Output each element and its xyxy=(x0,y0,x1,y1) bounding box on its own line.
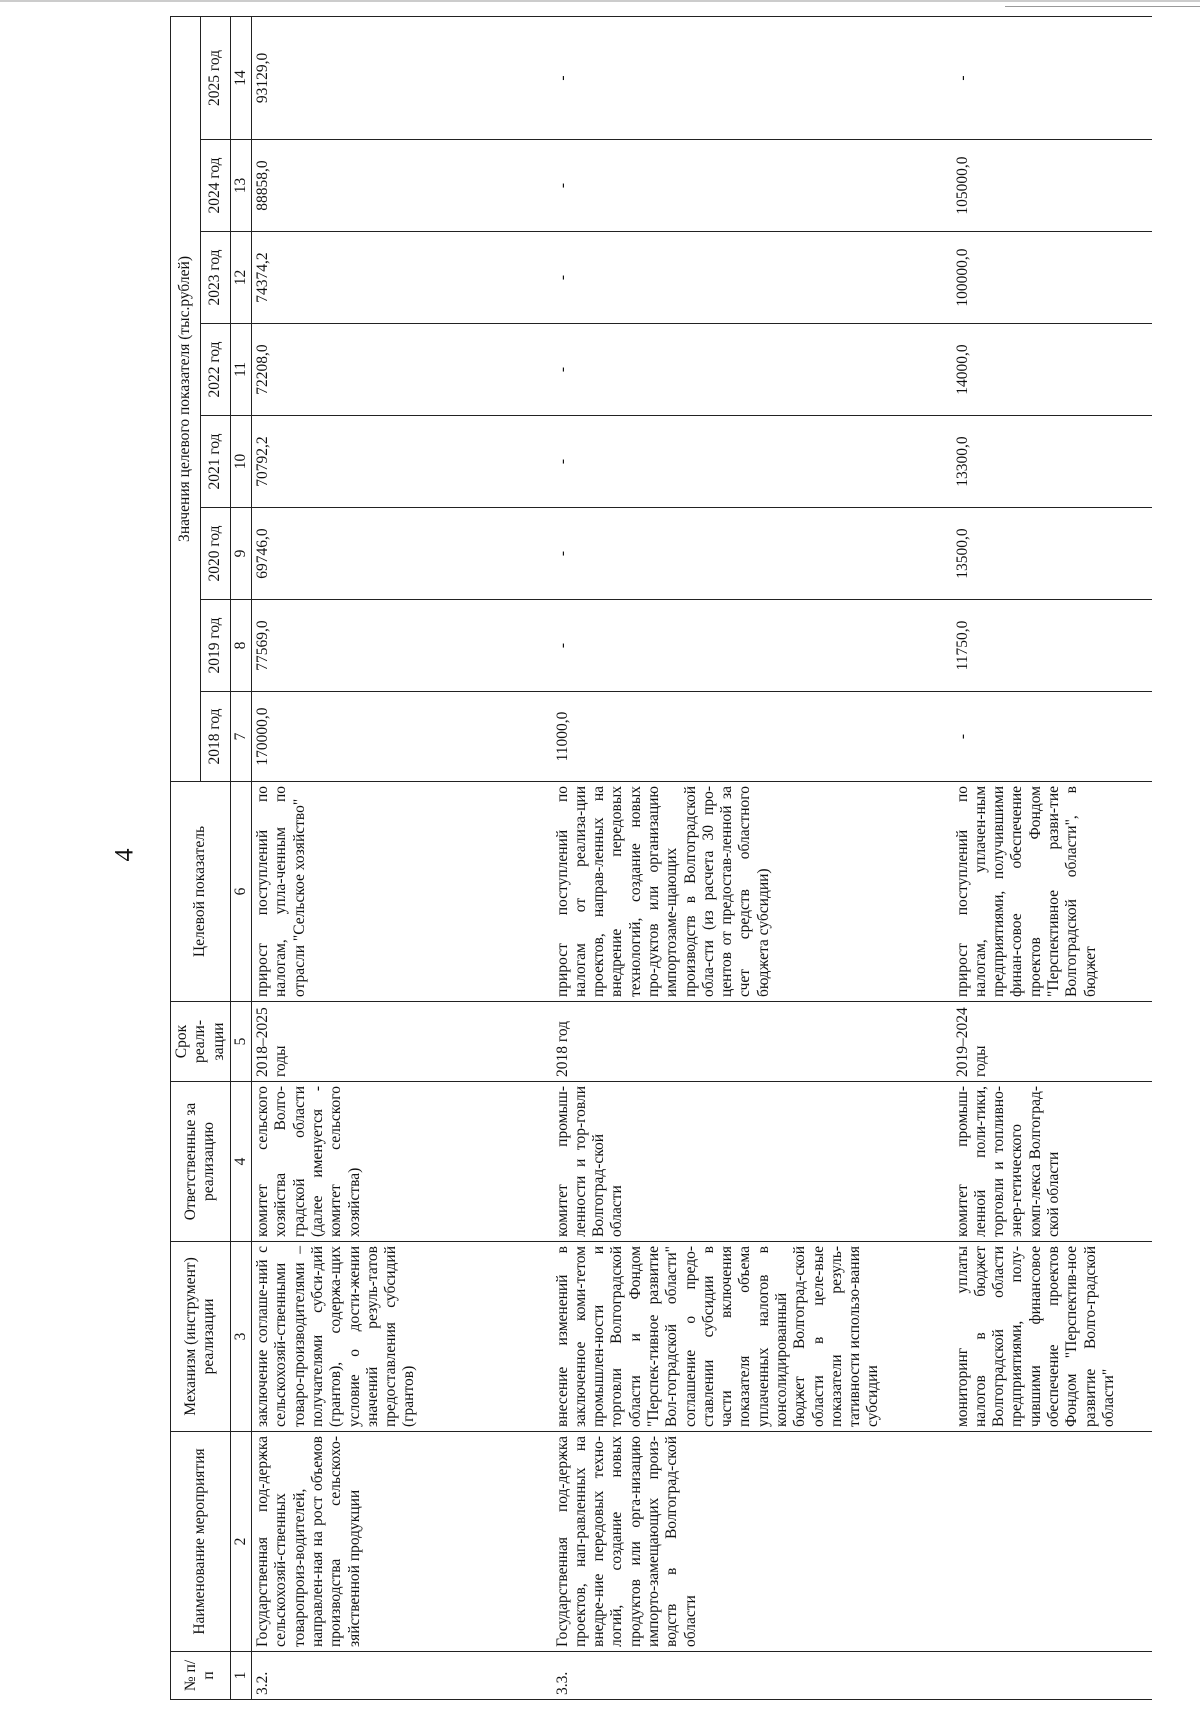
column-index-row xyxy=(230,16,251,1699)
cell-value: 70792,2 xyxy=(252,416,552,508)
cell-value: 11750,0 xyxy=(952,600,1152,692)
cell-indicator: прирост поступлений по налогам, уплачен-ным предприятиями, получившими финан-совое обеспечение проектов Фондом "Перспективное разви-тие Волгоградской области", в бюджет xyxy=(952,782,1152,1002)
cell-num xyxy=(952,1652,1152,1700)
cell-value: - xyxy=(552,16,952,139)
column-index: 1 xyxy=(230,1652,251,1700)
cell-value: 170000,0 xyxy=(252,692,552,782)
scan-edge-line-right xyxy=(1005,6,1200,7)
cell-indicator: прирост поступлений по налогам от реализа-ции проектов, направ-ленных на внедрение передовых технологий, создание новых про-дуктов или организацию импортозаме-щающих производств в Волгоградской обла-сти (из расчета 30 про-центов от предостав-ленной за счет средств областного бюджета субсидии) xyxy=(552,782,952,1002)
cell-num: 3.2. xyxy=(252,1652,552,1700)
cell-value: 11000,0 xyxy=(552,692,952,782)
cell-indicator: прирост поступлений по налогам, упла-ченным по отрасли "Сельское хозяйство" xyxy=(252,782,552,1002)
header-year: 2020 год xyxy=(200,508,230,600)
cell-name xyxy=(952,1432,1152,1652)
cell-value: - xyxy=(552,508,952,600)
cell-value: - xyxy=(952,16,1152,139)
cell-num: 3.3. xyxy=(552,1652,952,1700)
cell-responsible: комитет промыш-ленной поли-тики, торговли и топливно-энер-гетического комп-лекса Волгоград-ской области xyxy=(952,1082,1152,1242)
cell-value: 69746,0 xyxy=(252,508,552,600)
column-index: 5 xyxy=(230,1002,251,1082)
table-row xyxy=(952,16,1152,1699)
column-index: 13 xyxy=(230,140,251,232)
cell-mechanism: заключение соглаше-ний с сельскохозяй-ственными товаро-производителями – получателями субси-дий (грантов), содержа-щих условие о дости-жении значений резуль-татов предоставления субсидий (грантов) xyxy=(252,1242,552,1432)
column-index: 14 xyxy=(230,16,251,139)
column-index: 4 xyxy=(230,1082,251,1242)
column-index: 12 xyxy=(230,232,251,324)
cell-responsible: комитет сельского хозяйства Волго-градской области (далее именуется - комитет сельского хозяйства) xyxy=(252,1082,552,1242)
cell-value: 93129,0 xyxy=(252,16,552,139)
header-values-group: Значения целевого показателя (тыс.рублей) xyxy=(171,16,201,781)
column-index: 10 xyxy=(230,416,251,508)
cell-term: 2018–2025 годы xyxy=(252,1002,552,1082)
column-index: 8 xyxy=(230,600,251,692)
cell-value: 14000,0 xyxy=(952,324,1152,416)
header-name: Наименование мероприятия xyxy=(171,1432,231,1652)
column-index: 9 xyxy=(230,508,251,600)
cell-value: 88858,0 xyxy=(252,140,552,232)
cell-value: 13500,0 xyxy=(952,508,1152,600)
cell-mechanism: мониторинг уплаты налогов в бюджет Волгоградской области предприятиями, полу-чившими финансовое обеспечение проектов Фондом "Перспектив-ное развитие Волго-градской области" xyxy=(952,1242,1152,1432)
cell-mechanism: внесение изменений в заключенное коми-тетом промышлен-ности и торговли Волгоградской области и Фондом "Перспек-тивное развитие Вол-гоградской области" соглашение о предо-ставлении субсидии в части включения показателя объема уплаченных налогов в консолидированный бюджет Волгоград-ской области в целе-вые показатели резуль-тативности использо-вания субсидии xyxy=(552,1242,952,1432)
header-term: Срок реали-зации xyxy=(171,1002,231,1082)
column-index: 7 xyxy=(230,692,251,782)
header-year: 2021 год xyxy=(200,416,230,508)
header-year: 2019 год xyxy=(200,600,230,692)
cell-value: - xyxy=(552,416,952,508)
header-year: 2022 год xyxy=(200,324,230,416)
cell-value: - xyxy=(552,232,952,324)
cell-value: 105000,0 xyxy=(952,140,1152,232)
column-index: 6 xyxy=(230,782,251,1002)
cell-term: 2019–2024 годы xyxy=(952,1002,1152,1082)
header-year: 2023 год xyxy=(200,232,230,324)
scan-edge-line xyxy=(0,0,1200,2)
cell-value: 77569,0 xyxy=(252,600,552,692)
cell-value: - xyxy=(552,324,952,416)
cell-value: 100000,0 xyxy=(952,232,1152,324)
cell-value: - xyxy=(552,600,952,692)
header-indicator: Целевой показатель xyxy=(171,782,231,1002)
column-index: 3 xyxy=(230,1242,251,1432)
header-num: № п/п xyxy=(171,1652,231,1700)
document-sheet xyxy=(170,25,1200,1700)
cell-value: - xyxy=(552,140,952,232)
cell-responsible: комитет промыш-ленности и тор-говли Волгоград-ской области xyxy=(552,1082,952,1242)
cell-value: - xyxy=(952,692,1152,782)
table-row xyxy=(552,16,952,1699)
cell-value: 13300,0 xyxy=(952,416,1152,508)
cell-name: Государственная под-держка проектов, нап-равленных на внедре-ние передовых техно-логий, создание новых продуктов или орга-низацию импорто-замещающих произ-водств в Волгоград-ской области xyxy=(552,1432,952,1652)
cell-name: Государственная под-держка сельскохозяй-ственных товаропроиз-водителей, направлен-ная на рост объемов производства сельскохо-зяйственной продукции xyxy=(252,1432,552,1652)
cell-term: 2018 год xyxy=(552,1002,952,1082)
header-year: 2024 год xyxy=(200,140,230,232)
page-number: 4 xyxy=(109,848,139,862)
target-indicators-table xyxy=(170,16,1152,1700)
header-responsible: Ответственные за реализацию xyxy=(171,1082,231,1242)
table-row xyxy=(252,16,552,1699)
header-year: 2018 год xyxy=(200,692,230,782)
header-year: 2025 год xyxy=(200,16,230,139)
cell-value: 72208,0 xyxy=(252,324,552,416)
column-index: 11 xyxy=(230,324,251,416)
cell-value: 74374,2 xyxy=(252,232,552,324)
column-index: 2 xyxy=(230,1432,251,1652)
header-mechanism: Механизм (инструмент) реализации xyxy=(171,1242,231,1432)
